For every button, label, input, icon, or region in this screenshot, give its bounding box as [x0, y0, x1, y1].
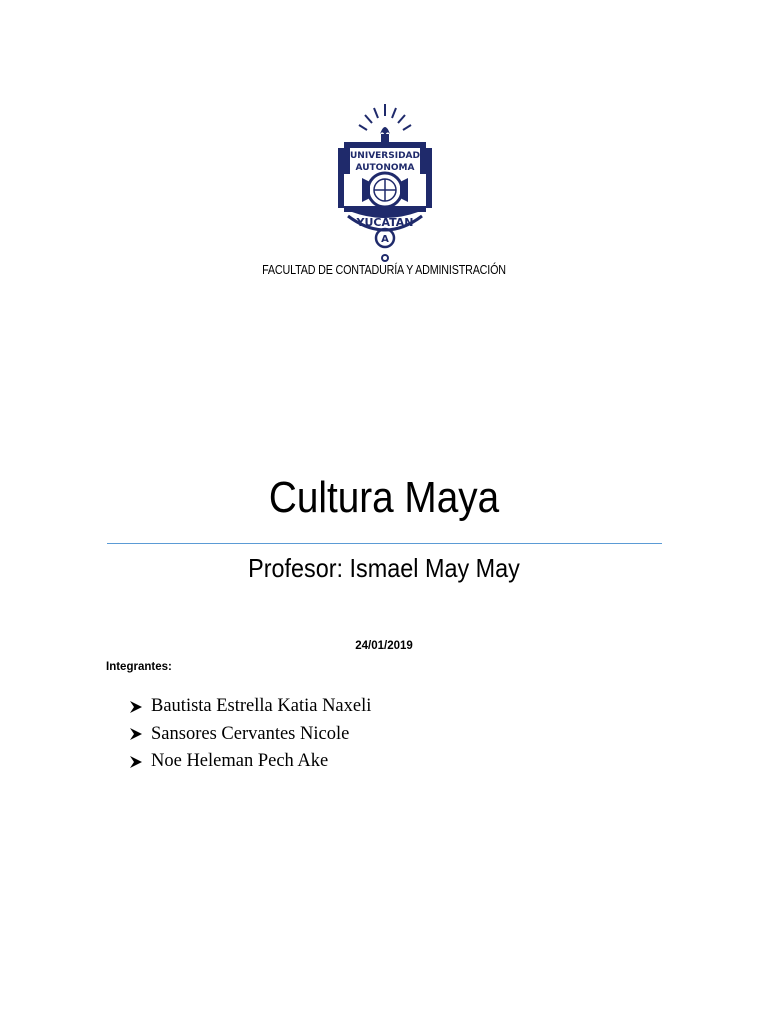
svg-text:A: A [381, 234, 389, 245]
title-divider [107, 543, 662, 544]
list-item [129, 748, 371, 776]
svg-text:AUTONOMA: AUTONOMA [355, 163, 415, 173]
member-name: Sansores Cervantes Nicole [151, 723, 350, 744]
list-item [129, 693, 371, 721]
members-list [129, 693, 371, 776]
arrowhead-bullet-icon [129, 727, 151, 741]
svg-text:UNIVERSIDAD: UNIVERSIDAD [350, 151, 420, 161]
member-name: Bautista Estrella Katia Naxeli [151, 696, 372, 717]
member-name: Noe Heleman Pech Ake [151, 751, 329, 772]
list-item [129, 721, 371, 749]
arrowhead-bullet-icon [129, 700, 151, 714]
arrowhead-bullet-icon [129, 755, 151, 769]
university-seal-logo [334, 98, 436, 264]
professor-subtitle: Profesor: Ismael May May [248, 553, 520, 583]
svg-text:YUCATAN: YUCATAN [356, 216, 414, 229]
faculty-name: FACULTAD DE CONTADURÍA Y ADMINISTRACIÓN [262, 263, 506, 277]
document-title: Cultura Maya [268, 473, 500, 522]
document-date: 24/01/2019 [355, 640, 413, 652]
members-label: Integrantes: [106, 661, 172, 673]
